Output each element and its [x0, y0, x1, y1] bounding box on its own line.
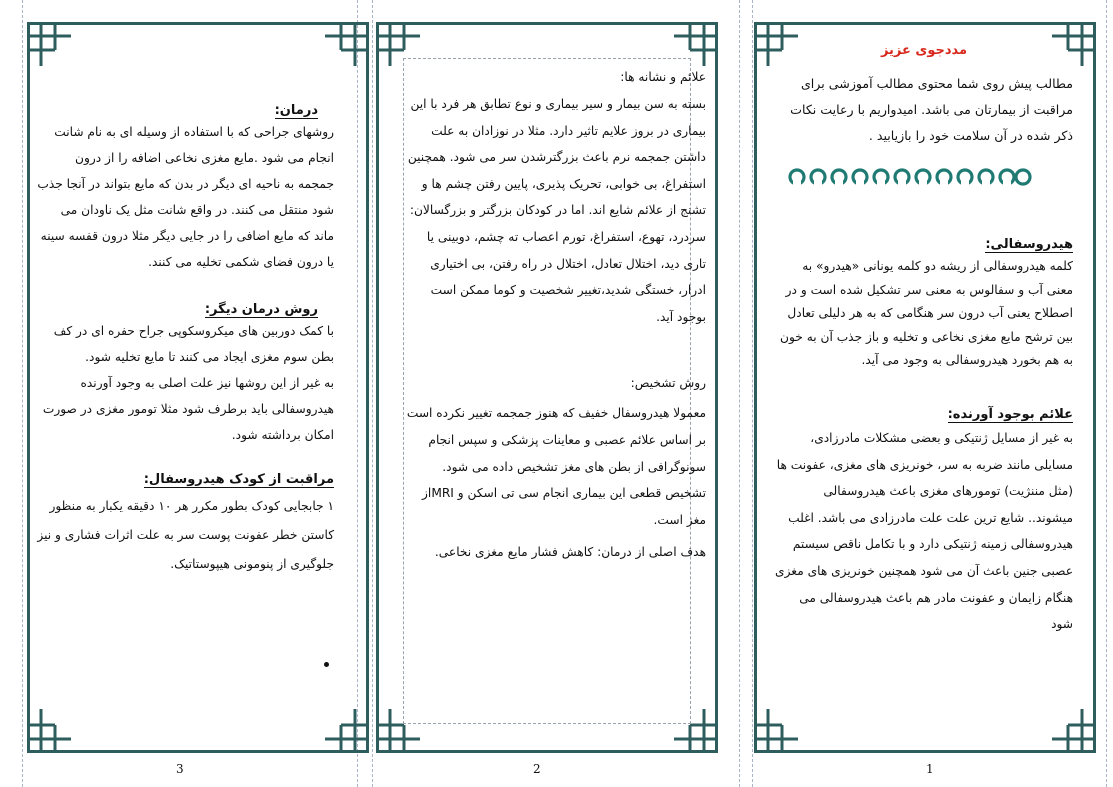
- panel-1-content-lower: [775, 237, 1073, 638]
- corner-ornament: [754, 709, 798, 753]
- panel-3-content: [37, 103, 334, 579]
- bullet-point: [324, 662, 329, 667]
- page-guide: [739, 0, 740, 787]
- intro-text: مطالب پیش روی شما محتوی مطالب آموزشی برای مراقبت از بیمارتان می باشد. امیدواریم با رعایت نکات ذکر شده در آن سلامت خود را بازیابید .: [790, 76, 1073, 143]
- signs-text: بسته به سن بیمار و سیر بیماری و نوع تطابق هر فرد با این بیماری در بروز علایم تاثیر دارد. مثلا در نوزادان به علت داشتن جمجمه نرم باعث بزرگترشدن سر می شود. همچنین استفراغ، بی خوابی، تحریک پذیری، پایین رفتن چشم ها و تشنج از علائم شایع اند. اما در کودکان بزرگتر و بزرگسالان: سردرد، تهوع، استفراغ، تورم اعصاب ته چشم، دوبینی یا تاری دید، اختلال تعادل، اختلال در راه رفتن، بی اختیاری ادرار، خستگی شدید،تغییر شخصیت و کوما ممکن است بوجود آید.: [407, 97, 706, 324]
- treatment-text: روشهای جراحی که با استفاده از وسیله ای به نام شانت انجام می شود .مایع مغزی نخاعی اضافه را از درون جمجمه به ناحیه ای دیگر در بدن که مایع بتواند در آنجا جذب شود منتقل می کنند. در واقع شانت مثل یک ناودان می ماند که مایع اضافی را در جایی دیگر مثلا درون قفسه سینه یا درون فضای شکمی تخلیه می کنند.: [37, 125, 334, 269]
- page-number: 3: [176, 762, 184, 776]
- greeting-title: مددجوی عزیز: [880, 43, 968, 58]
- page-guide: [372, 0, 373, 787]
- corner-ornament: [27, 22, 71, 66]
- other-treatment-text-2: به غیر از این روشها نیز علت اصلی به وجود آورنده هیدروسفالی باید برطرف شود مثلا تومور مغزی در صورت امکان برداشته شود.: [42, 376, 334, 442]
- diagnosis-text: معمولا هیدروسفال خفیف که هنوز جمجمه تغییر نکرده است بر اساس علائم عصبی و معاینات پزشکی و سپس انجام سونوگرافی از بطن های مغز تشخیص داده می شود. تشخیص قطعی این بیماری انجام سی تی اسکن و MRIاز مغز است.: [406, 406, 706, 527]
- treatment-goal: هدف اصلی از درمان: کاهش فشار مایع مغزی نخاعی.: [434, 545, 706, 560]
- hydrocephalus-text: کلمه هیدروسفالی از ریشه دو کلمه یونانی «هیدرو» به معنی آب و سفالوس به معنی سر تشکیل شده است و در اصطلاح یعنی آب درون سر هنگامی که به هر دلیلی تعادل بین ترشح مایع مغزی نخاعی و تخلیه و باز جذب آن به خون به هم بخورد هیدروسفالی به وجود می آید.: [780, 259, 1073, 368]
- diagnosis-heading: روش تشخیص:: [630, 376, 706, 391]
- page-number: 2: [533, 762, 541, 776]
- corner-ornament: [325, 22, 369, 66]
- care-heading: مراقبت از کودک هیدروسفال:: [143, 472, 334, 487]
- causes-heading: علائم بوجود آورنده:: [947, 406, 1073, 422]
- treatment-heading: درمان:: [274, 103, 318, 118]
- corner-ornament: [27, 709, 71, 753]
- page-guide-right: [1106, 0, 1107, 787]
- brochure-panel-1: [754, 22, 1096, 753]
- panel-2-content: [404, 65, 706, 565]
- causes-text: به غیر از مسایل ژنتیکی و بعضی مشکلات مادرزادی، مسایلی مانند ضربه به سر، خونریزی های مغزی، عفونت ها (مثل مننژیت) تومورهای مغزی باعث هیدروسفالی میشوند.. شایع ترین علت علت مادرزادی می باشد. اغلب هیدروسفالی زمینه ژنتیکی دارد و با تکامل ناقص سیستم عصبی جنین باعث آن می شود همچنین خونریزی های مغزی هنگام زایمان و عفونت مادر هم باعث هیدروسفالی می شود: [775, 430, 1073, 632]
- signs-heading: علائم و نشانه ها:: [620, 70, 706, 84]
- other-treatment-text: با کمک دوربین های میکروسکوپی جراح حفره ای در کف بطن سوم مغزی ایجاد می کنند تا مایع تخلیه شود.: [53, 324, 334, 364]
- page-guide: [752, 0, 753, 787]
- decorative-divider: [787, 165, 1033, 189]
- hydrocephalus-heading: هیدروسفالی:: [985, 237, 1073, 252]
- care-text: ۱ جابجایی کودک بطور مکرر هر ۱۰ دقیقه یکبار به منظور کاستن خطر عفونت پوست سر به علت اثرات فشاری و نیز جلوگیری از پنومونی هیپوستاتیک.: [37, 499, 334, 571]
- brochure-panel-3: [27, 22, 369, 753]
- corner-ornament: [1052, 709, 1096, 753]
- panel-1-content: [775, 41, 1073, 149]
- page-guide-left: [22, 0, 23, 787]
- corner-ornament: [325, 709, 369, 753]
- brochure-panel-2: [376, 22, 718, 753]
- page-number: 1: [926, 762, 934, 776]
- other-treatment-heading: روش درمان دیگر:: [204, 302, 318, 317]
